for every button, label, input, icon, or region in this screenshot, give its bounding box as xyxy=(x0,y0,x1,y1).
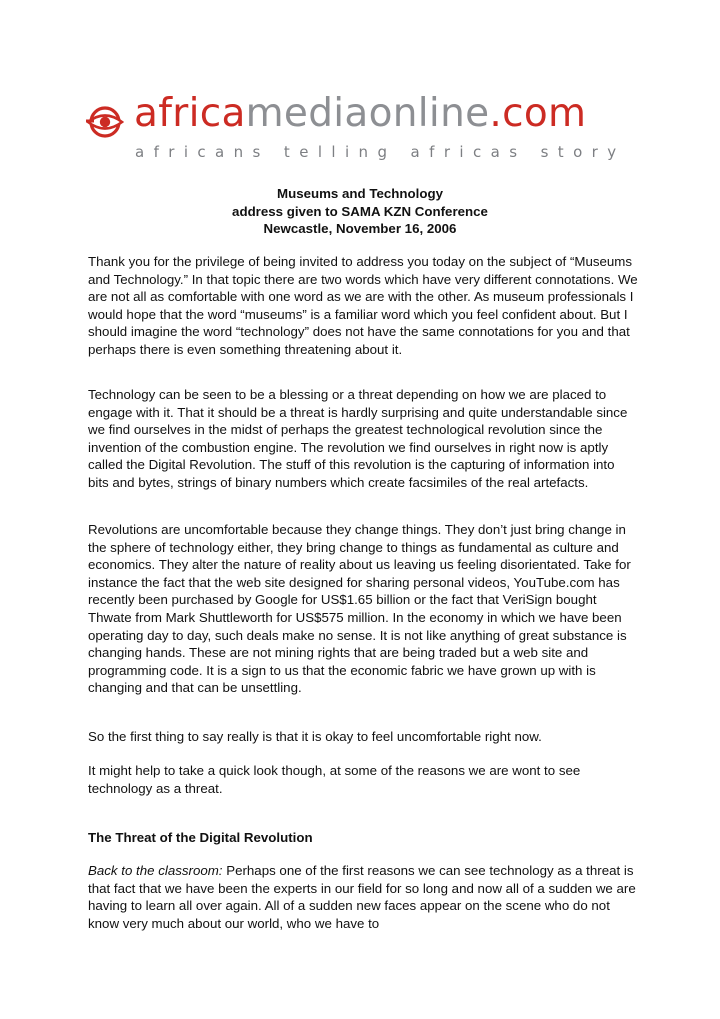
section-heading: The Threat of the Digital Revolution xyxy=(88,830,313,845)
paragraph-6-lead: Back to the classroom: xyxy=(88,863,223,878)
logo-wordmark xyxy=(134,91,586,136)
paragraph-2: Technology can be seen to be a blessing or a threat depending on how we are placed to engage with it. That it should be a threat is hardly surprising and quite understandable since we find ourselves in the midst of perhaps the greatest technological revolution since the invention of the combustion engine. The revolution we find ourselves in right now is aptly called the Digital Revolution. The stuff of this revolution is the capturing of information into bits and bytes, strings of binary numbers which create facsimiles of the real artefacts. xyxy=(88,387,628,490)
paragraph-okay xyxy=(88,728,638,746)
paragraph-technology xyxy=(88,386,638,492)
logo-wordmark-africa: africa xyxy=(134,91,246,136)
document-location-date: Newcastle, November 16, 2006 xyxy=(263,221,457,236)
logo-wordmark-com: .com xyxy=(489,91,587,136)
paragraph-1: Thank you for the privilege of being invited to address you today on the subject of “Museums and Technology.” In that topic there are two words which have very different connotations. We are not all as comfortable with one word as we are with the other. As museum professionals I would hope that the word “museums” is a familiar word which you feel confident about. But I should imagine the word “technology” does not have the same connotations for you and that perhaps there is even something threatening about it. xyxy=(88,254,638,357)
africamediaonline-logo xyxy=(84,91,626,168)
logo-wordmark-mediaonline: mediaonline xyxy=(245,91,490,136)
document-title: Museums and Technology xyxy=(277,186,443,201)
logo-tagline: africans telling africas story xyxy=(135,143,626,161)
document-subtitle: address given to SAMA KZN Conference xyxy=(232,204,488,219)
paragraph-reasons xyxy=(88,762,638,797)
paragraph-5: It might help to take a quick look though, at some of the reasons we are wont to see technology as a threat. xyxy=(88,763,581,796)
paragraph-4: So the first thing to say really is that it is okay to feel uncomfortable right now. xyxy=(88,729,542,744)
paragraph-intro xyxy=(88,253,638,359)
paragraph-6-body: Perhaps one of the first reasons we can see technology as a threat is that fact that we have been the experts in our field for so long and now all of a sudden we are having to learn all over again. All of a sudden new faces appear on the scene who do not know very much about our world, who we have to xyxy=(88,863,636,931)
eye-logo-icon xyxy=(84,102,124,142)
paragraph-revolutions xyxy=(88,521,638,697)
paragraph-classroom xyxy=(88,862,638,932)
paragraph-6 xyxy=(88,862,638,932)
paragraph-3: Revolutions are uncomfortable because they change things. They don’t just bring change in the sphere of technology either, they bring change to things as fundamental as culture and economics. They alter the nature of reality about us leaving us feeling disorientated. Take for instance the fact that the web site designed for sharing personal videos, YouTube.com has recently been purchased by Google for US$1.65 billion or the fact that VeriSign bought Thwate from Mark Shuttleworth for US$575 million. In the economy in which we have been operating day to day, such deals make no sense. It is not like anything of great substance is changing hands. These are not mining rights that are being traded but a web site and programming code. It is a sign to us that the economic fabric we have grown up with is changing and that can be unsettling. xyxy=(88,522,631,696)
